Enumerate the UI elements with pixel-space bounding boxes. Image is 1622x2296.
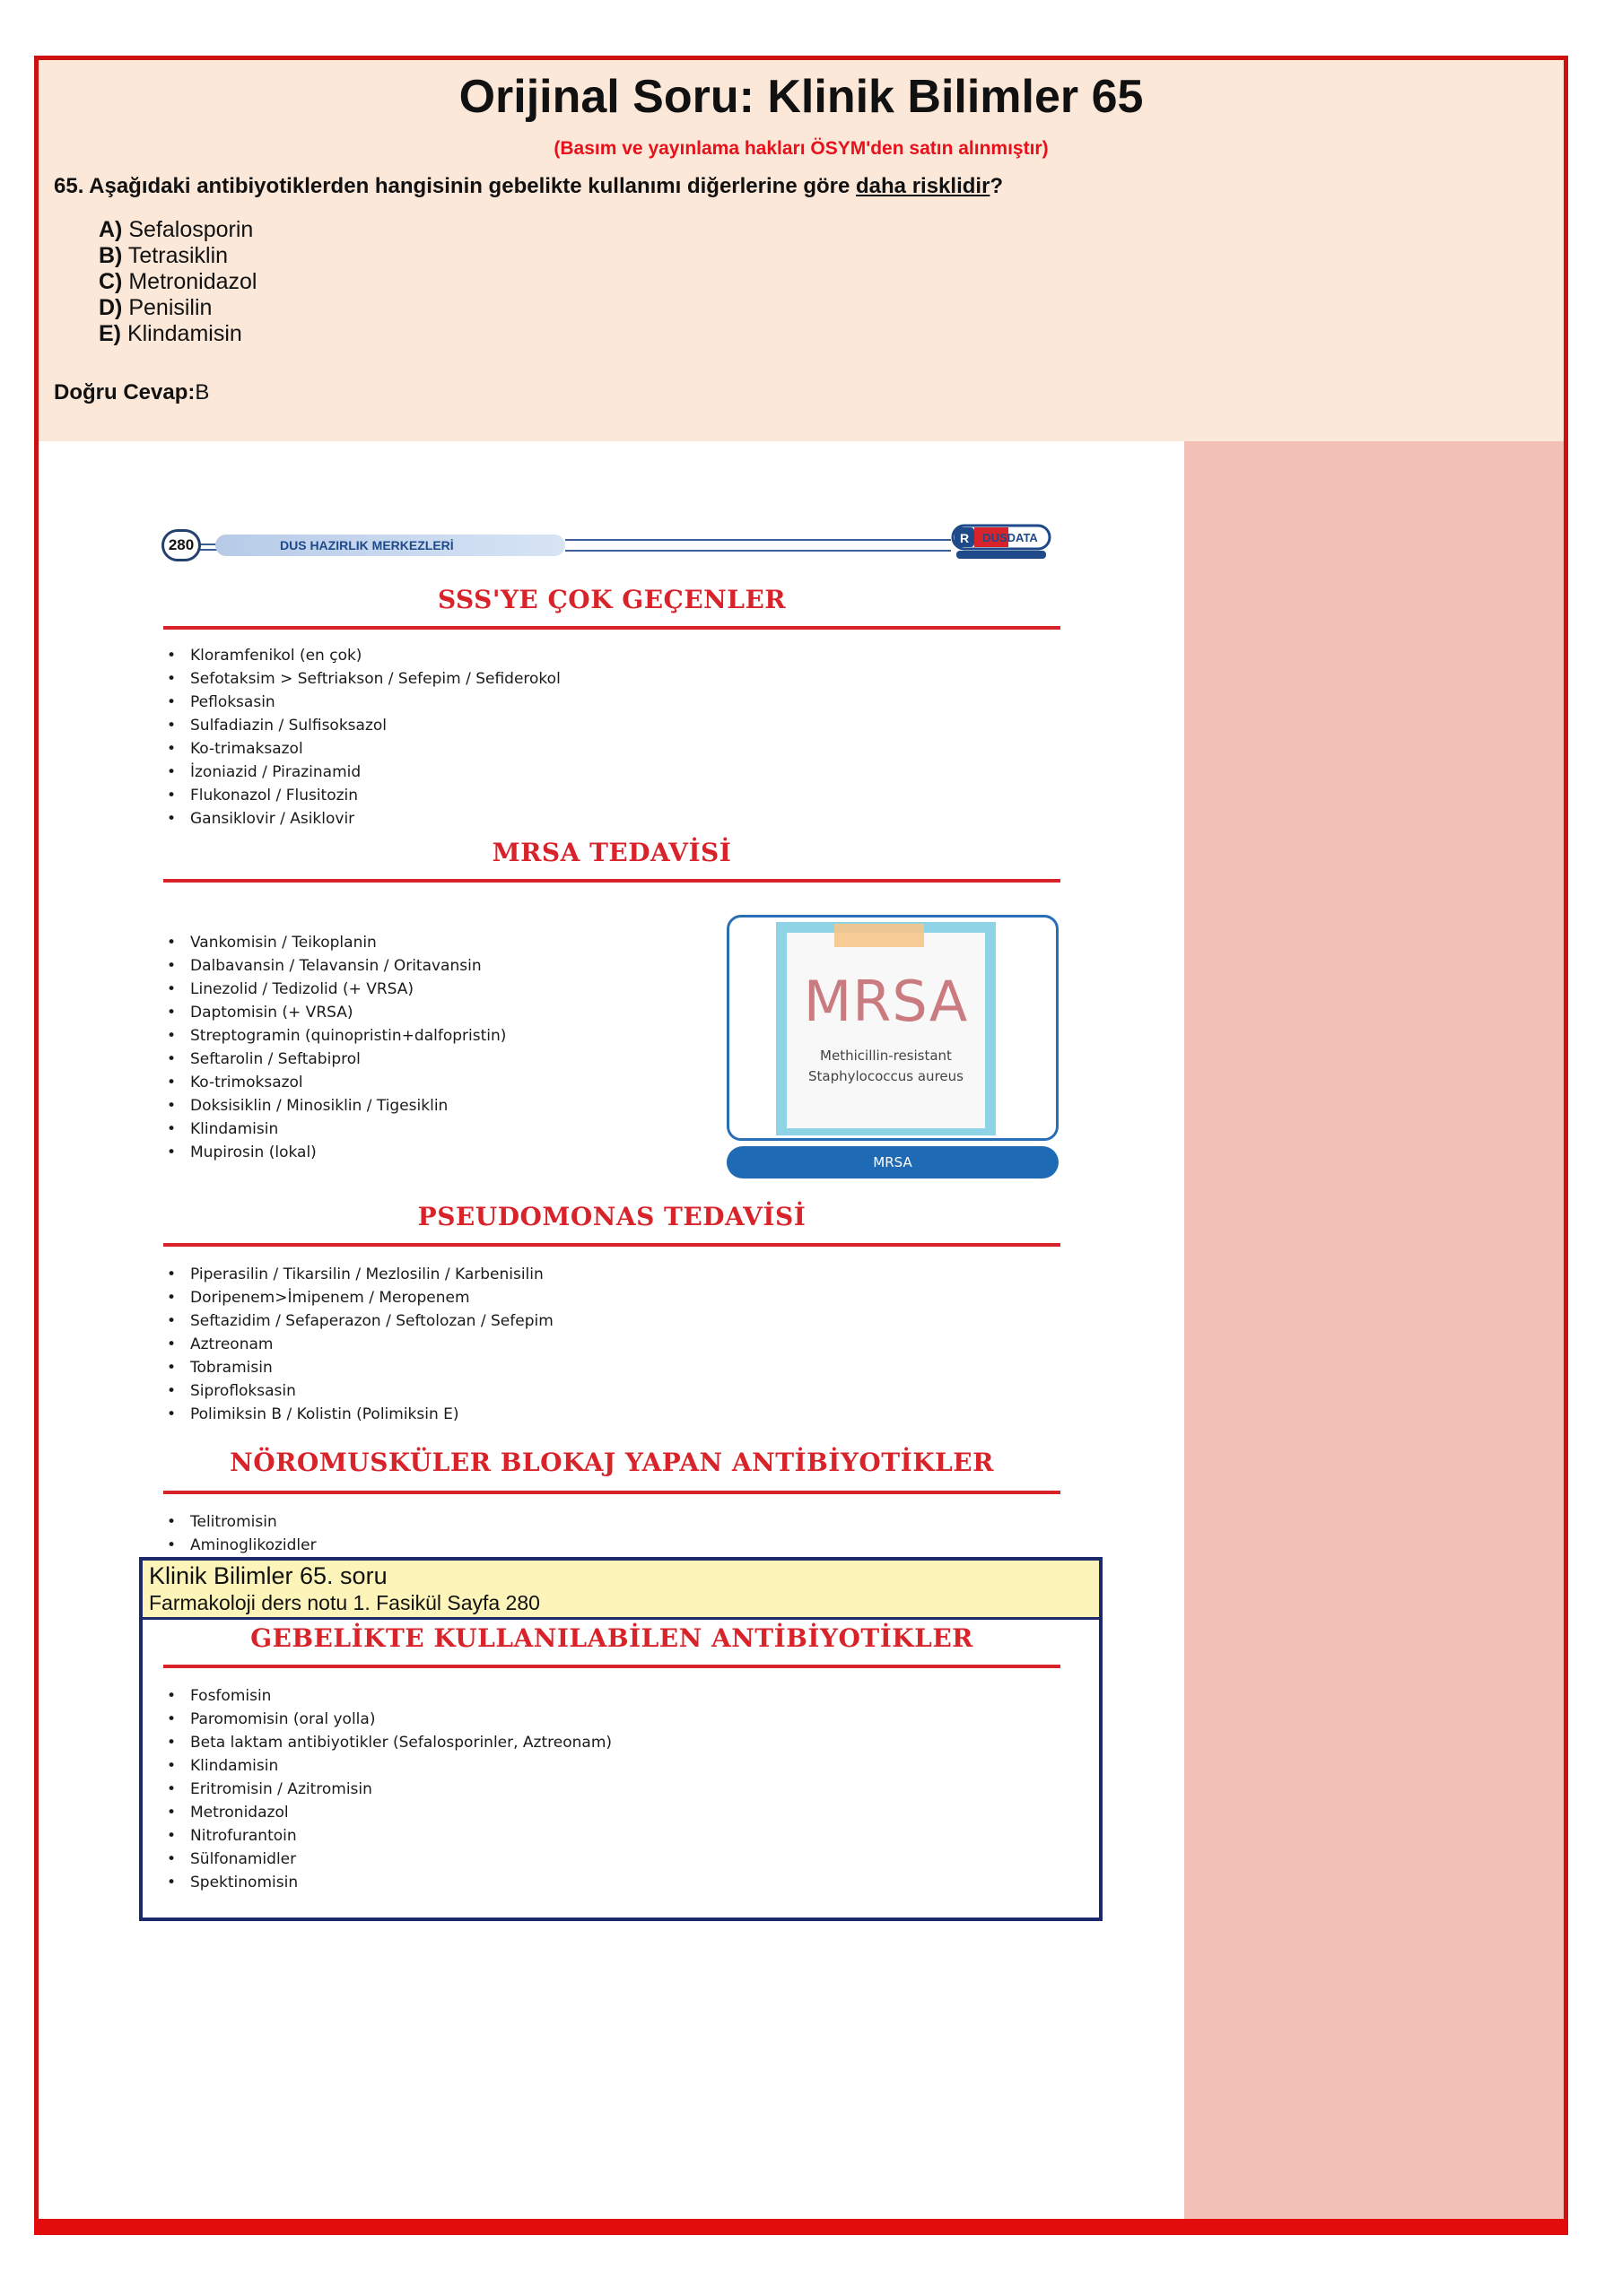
list-noromuskuler [167, 1510, 317, 1555]
answer-value: B [195, 380, 210, 404]
option-d [99, 295, 257, 321]
option-b [99, 243, 257, 269]
section-rule [163, 1243, 1060, 1247]
svg-text:R: R [959, 531, 970, 545]
header-band: DUS HAZIRLIK MERKEZLERİ [215, 535, 565, 556]
source-note-title: Klinik Bilimler 65. soru [149, 1562, 388, 1589]
section-rule [163, 1491, 1060, 1494]
header-rule-left [199, 544, 217, 551]
mrsa-image-caption: MRSA [727, 1146, 1059, 1178]
section-rule [163, 626, 1060, 630]
list-item: • Pefloksasin [167, 691, 561, 714]
list-item: • Aminoglikozidler [167, 1534, 317, 1555]
list-item: • Nitrofurantoin [167, 1824, 612, 1848]
question-emphasis: daha risklidir [856, 174, 990, 198]
list-item: • Fosfomisin [167, 1684, 612, 1708]
list-item: • Polimiksin B / Kolistin (Polimiksin E) [167, 1403, 554, 1426]
list-item: • Gansiklovir / Asiklovir [167, 807, 561, 831]
header-rule [565, 539, 951, 552]
list-item: • Ko-trimoksazol [167, 1071, 506, 1094]
list-item: • Daptomisin (+ VRSA) [167, 1001, 506, 1024]
list-item: • Ko-trimaksazol [167, 737, 561, 761]
bottom-bar [34, 2219, 1568, 2235]
option-letter: A) [99, 217, 123, 242]
list-item: • Seftazidim / Sefaperazon / Seftolozan / Sefepim [167, 1309, 554, 1333]
list-pseudomonas [167, 1263, 554, 1426]
list-item: • Seftarolin / Seftabiprol [167, 1048, 506, 1071]
list-item: • Klindamisin [167, 1118, 506, 1141]
answer-options [99, 217, 257, 347]
list-item: • Eritromisin / Azitromisin [167, 1778, 612, 1801]
section-rule [163, 1665, 1060, 1668]
section-title-gebelik: GEBELİKTE KULLANILABİLEN ANTİBİYOTİKLER [250, 1623, 973, 1653]
list-sss [167, 644, 561, 831]
copyright-notice: (Basım ve yayınlama hakları ÖSYM'den satın alınmıştır) [554, 138, 1049, 159]
page-number-badge: 280 [161, 529, 201, 561]
list-item: • Aztreonam [167, 1333, 554, 1356]
question-text [54, 174, 1003, 199]
list-item: • Metronidazol [167, 1801, 612, 1824]
list-item: • Dalbavansin / Telavansin / Oritavansin [167, 954, 506, 978]
list-item: • Beta laktam antibiyotikler (Sefalosporinler, Aztreonam) [167, 1731, 612, 1754]
list-item: • Siprofloksasin [167, 1379, 554, 1403]
section-title-pseudomonas: PSEUDOMONAS TEDAVİSİ [417, 1202, 807, 1231]
list-item: • Streptogramin (quinopristin+dalfopristin) [167, 1024, 506, 1048]
question-prefix: 65. Aşağıdaki antibiyotiklerden hangisinin gebelikte kullanımı diğerlerine göre [54, 174, 857, 198]
list-item: • Klindamisin [167, 1754, 612, 1778]
list-item: • Doksisiklin / Minosiklin / Tigesiklin [167, 1094, 506, 1118]
option-text: Penisilin [128, 295, 213, 320]
list-item: • Flukonazol / Flusitozin [167, 784, 561, 807]
page-title: Orijinal Soru: Klinik Bilimler 65 [458, 71, 1144, 123]
option-letter: B) [99, 243, 123, 268]
option-text: Metronidazol [128, 269, 257, 294]
option-text: Tetrasiklin [127, 243, 229, 268]
mrsa-image-subtitle [787, 1046, 985, 1087]
correct-answer [54, 380, 209, 405]
dusdata-logo [951, 522, 1053, 561]
list-item: • Telitromisin [167, 1510, 317, 1534]
option-letter: D) [99, 295, 123, 320]
list-item: • Linezolid / Tedizolid (+ VRSA) [167, 978, 506, 1001]
list-item: • Sefotaksim > Seftriakson / Sefepim / Sefiderokol [167, 667, 561, 691]
mrsa-image-subtitle-line: Methicillin-resistant [820, 1048, 952, 1064]
list-item: • Spektinomisin [167, 1871, 612, 1894]
option-letter: E) [99, 321, 121, 346]
list-item: • Mupirosin (lokal) [167, 1141, 506, 1164]
list-item: • İzoniazid / Pirazinamid [167, 761, 561, 784]
mrsa-image-tape [834, 924, 924, 947]
list-item: • Paromomisin (oral yolla) [167, 1708, 612, 1731]
source-note-subtitle: Farmakoloji ders notu 1. Fasikül Sayfa 280 [149, 1591, 540, 1614]
option-a [99, 217, 257, 243]
logo-text: DUSDATA [982, 531, 1038, 544]
option-text: Klindamisin [126, 321, 242, 346]
list-item: • Sulfadiazin / Sulfisoksazol [167, 714, 561, 737]
list-gebelik [167, 1684, 612, 1894]
option-e [99, 321, 257, 347]
mrsa-image-title: MRSA [803, 969, 969, 1034]
section-title-noromuskuler: NÖROMUSKÜLER BLOKAJ YAPAN ANTİBİYOTİKLER [230, 1448, 994, 1477]
option-letter: C) [99, 269, 123, 294]
mrsa-image-subtitle-line: Staphylococcus aureus [808, 1068, 964, 1084]
list-mrsa [167, 931, 506, 1164]
list-item: • Doripenem>İmipenem / Meropenem [167, 1286, 554, 1309]
section-rule [163, 879, 1060, 883]
answer-label: Doğru Cevap: [54, 380, 196, 404]
list-item: • Kloramfenikol (en çok) [167, 644, 561, 667]
list-item: • Piperasilin / Tikarsilin / Mezlosilin / Karbenisilin [167, 1263, 554, 1286]
list-item: • Tobramisin [167, 1356, 554, 1379]
option-c [99, 269, 257, 295]
section-title-mrsa: MRSA TEDAVİSİ [492, 838, 732, 867]
section-title-sss: SSS'YE ÇOK GEÇENLER [437, 585, 787, 614]
option-text: Sefalosporin [128, 217, 254, 242]
question-suffix: ? [990, 174, 1004, 198]
list-item: • Sülfonamidler [167, 1848, 612, 1871]
list-item: • Vankomisin / Teikoplanin [167, 931, 506, 954]
